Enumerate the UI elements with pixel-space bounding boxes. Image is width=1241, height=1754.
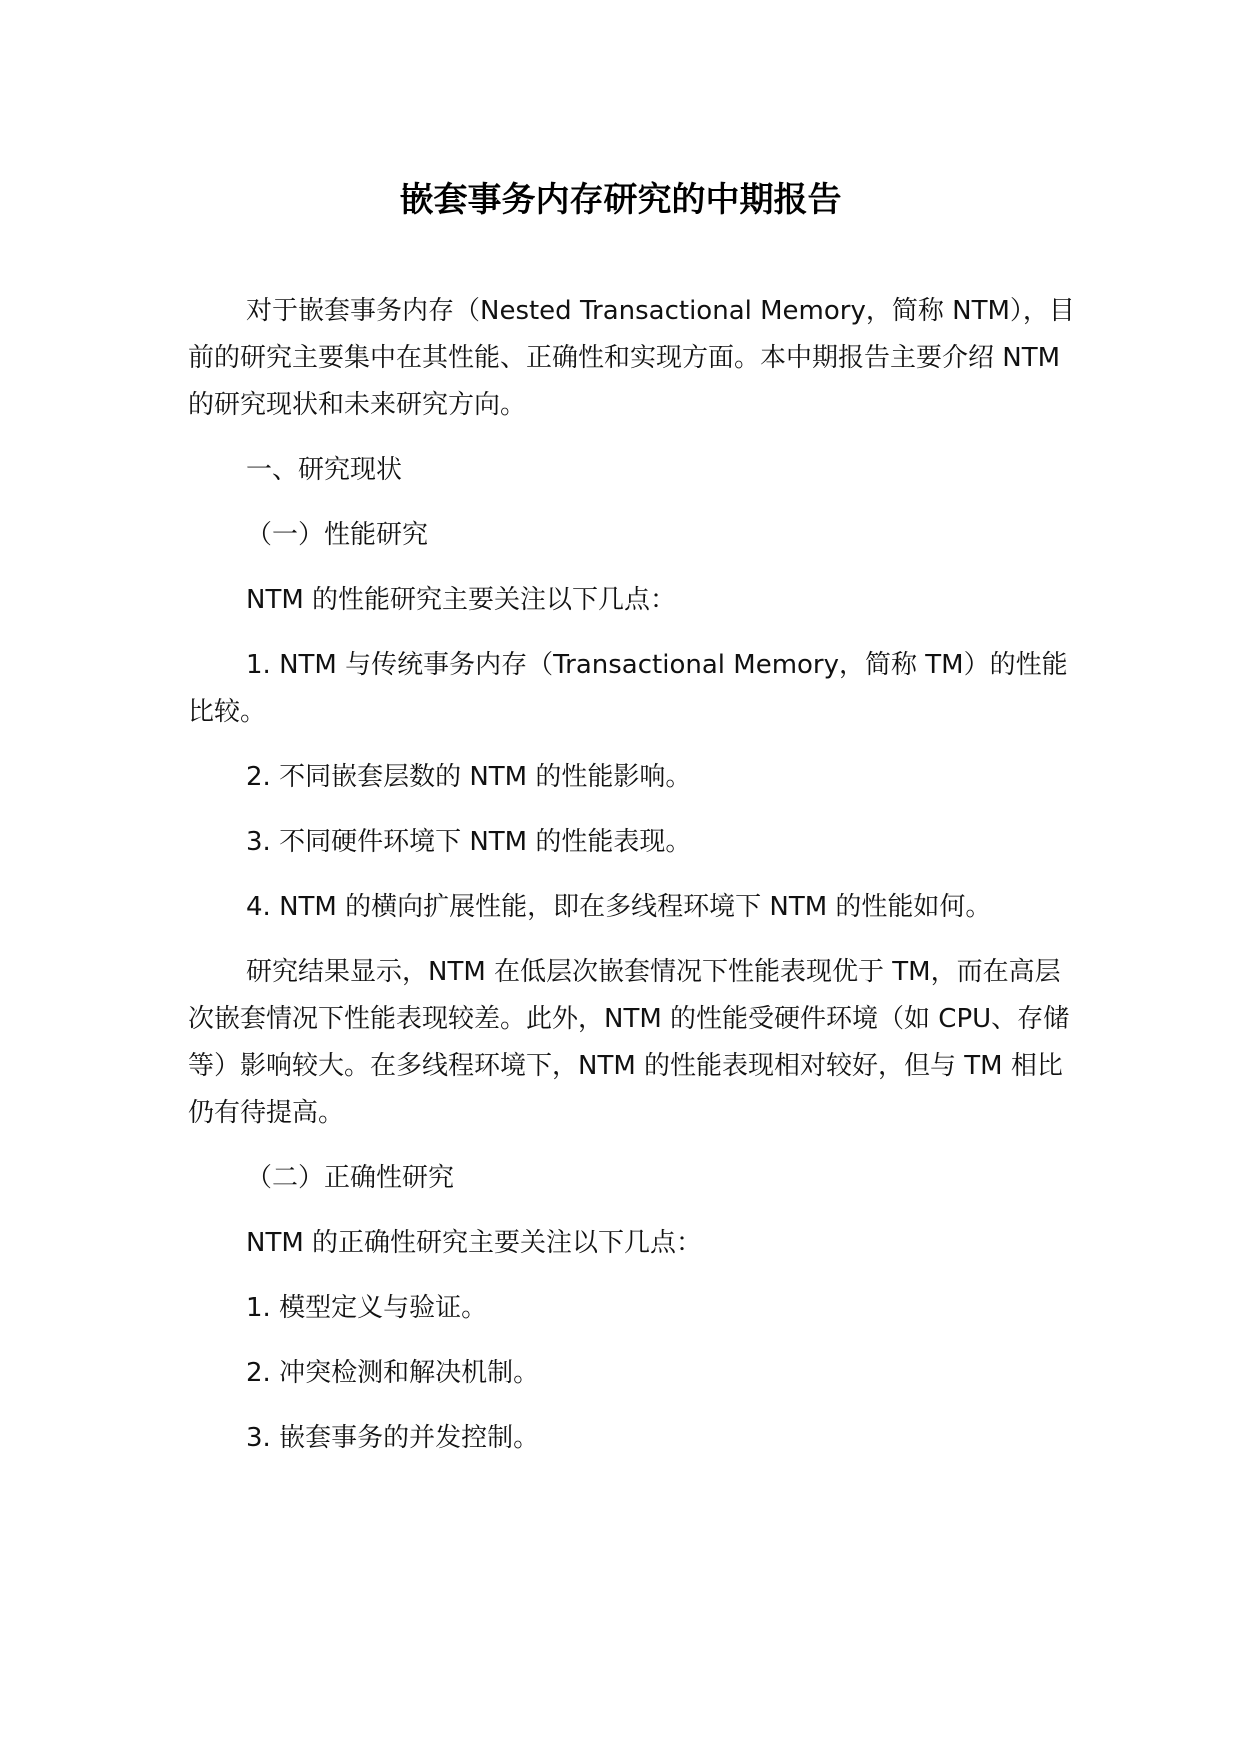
performance-result-paragraph: 研究结果显示，NTM 在低层次嵌套情况下性能表现优于 TM，而在高层次嵌套情况下性能表现较差。此外，NTM 的性能受硬件环境（如 CPU、存储等）影响较大。在多线程环境下，NTM 的性能表现相对较好，但与 TM 相比仍有待提高。	[188, 957, 1070, 1128]
list-item: 2. 冲突检测和解决机制。	[246, 1358, 540, 1388]
list-item: 3. 嵌套事务的并发控制。	[246, 1423, 540, 1453]
list-item: 2. 不同嵌套层数的 NTM 的性能影响。	[246, 762, 692, 792]
section-heading-research-status: 一、研究现状	[246, 455, 403, 485]
list-item: 1. 模型定义与验证。	[246, 1293, 488, 1323]
intro-paragraph: 对于嵌套事务内存（Nested Transactional Memory，简称 NTM），目前的研究主要集中在其性能、正确性和实现方面。本中期报告主要介绍 NTM 的研究现状和未来研究方向。	[188, 296, 1075, 420]
performance-lead: NTM 的性能研究主要关注以下几点：	[246, 585, 677, 615]
list-item: 3. 不同硬件环境下 NTM 的性能表现。	[246, 827, 692, 857]
list-item: 4. NTM 的横向扩展性能，即在多线程环境下 NTM 的性能如何。	[246, 892, 992, 922]
subsection-heading-performance: （一）性能研究	[246, 520, 429, 550]
correctness-lead: NTM 的正确性研究主要关注以下几点：	[246, 1228, 703, 1258]
document-body	[188, 288, 1078, 1480]
subsection-heading-correctness: （二）正确性研究	[246, 1163, 455, 1193]
list-item: 1. NTM 与传统事务内存（Transactional Memory，简称 TM）的性能比较。	[188, 650, 1068, 727]
document-title: 嵌套事务内存研究的中期报告	[399, 180, 842, 220]
